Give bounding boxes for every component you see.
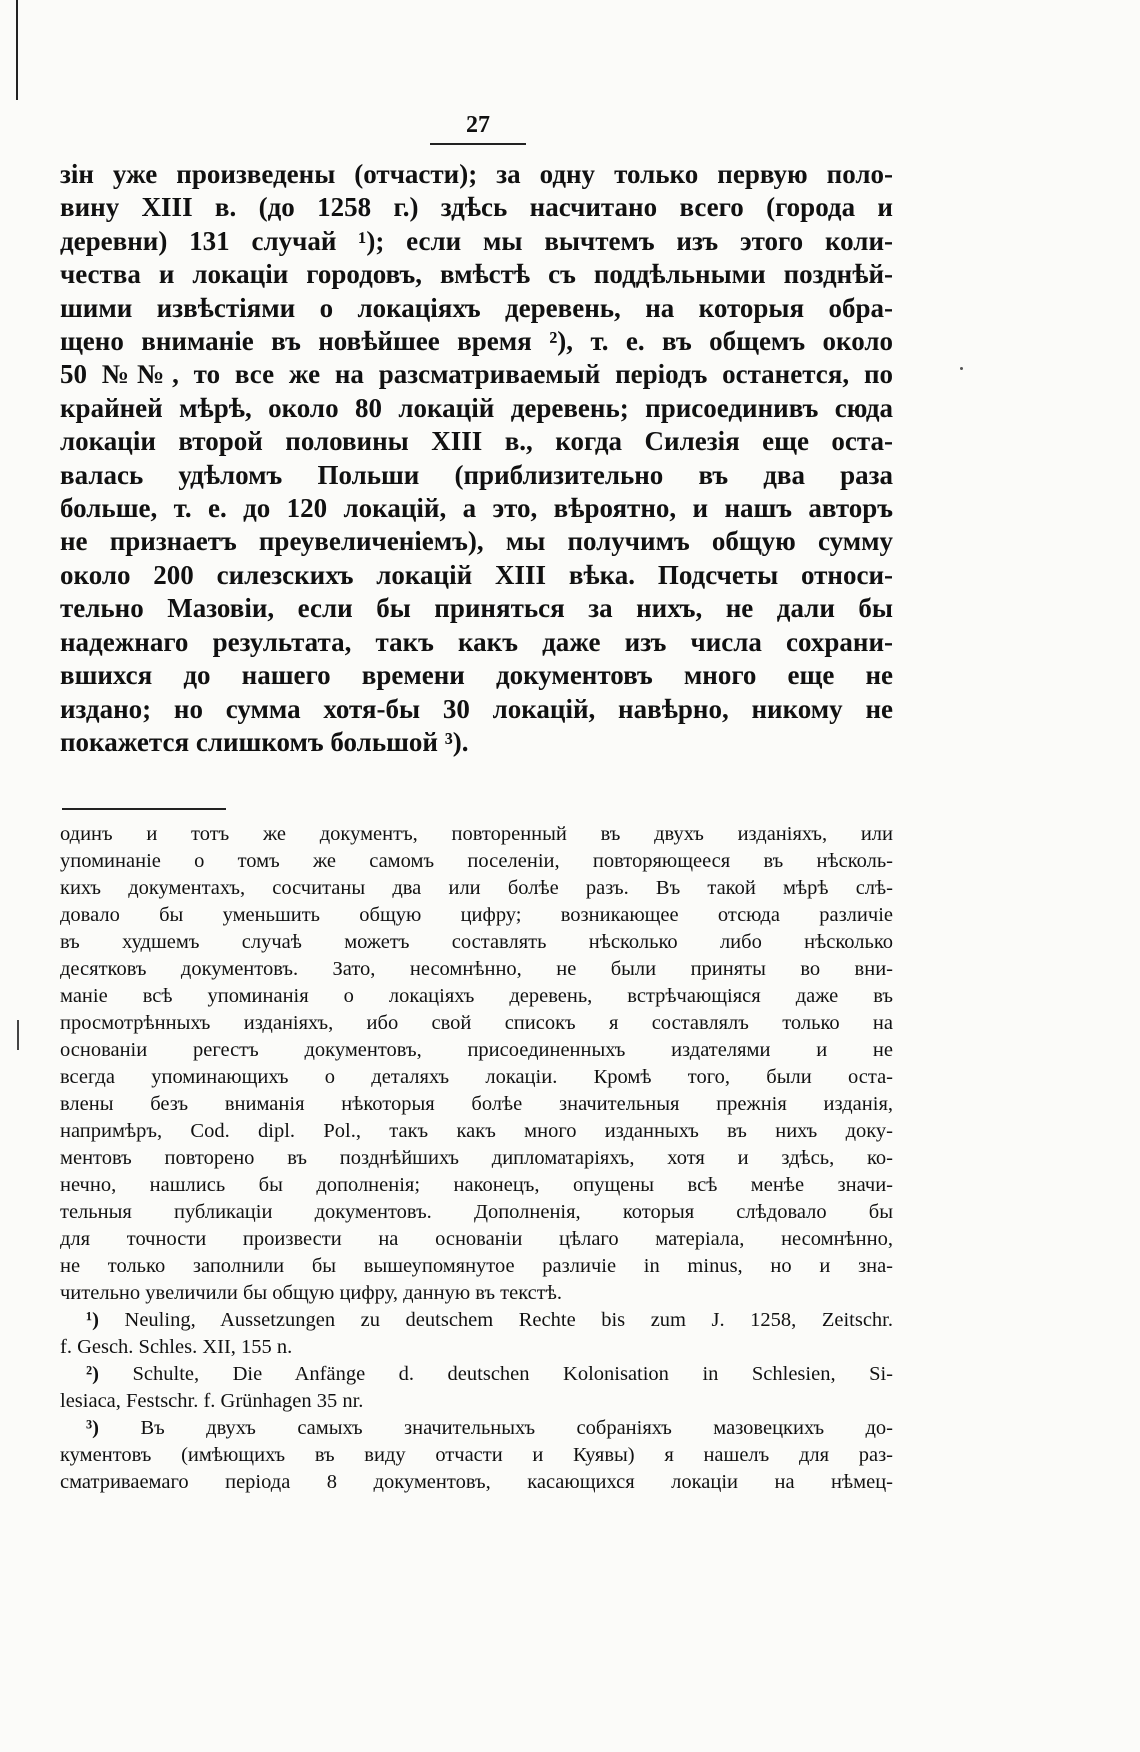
footnotes-area (60, 821, 893, 1496)
footnote-1 (60, 1307, 893, 1361)
footnote-2 (60, 1361, 893, 1415)
note-line (60, 1307, 893, 1334)
text-line: 50 №№, то все же на разсматриваемый періодъ останется, по (60, 359, 893, 390)
note-line: ментовъ повторено въ позднѣйшихъ дипломатаріяхъ, хотя и здѣсь, ко- (60, 1147, 893, 1169)
footnote-separator (62, 808, 226, 810)
text-line: щено вниманіе въ новѣйшее время ²), т. е. въ общемъ около (60, 326, 893, 357)
text-line: шими извѣстіями о локаціяхъ деревень, на которыя обра- (60, 292, 893, 323)
note-line: довало бы уменьшить общую цифру; возникающее отсюда различіе (60, 904, 893, 926)
note-line: lesiaca, Festschr. f. Grünhagen 35 nr. (60, 1390, 364, 1412)
text-line: зін уже произведены (отчасти); за одну только первую поло- (60, 159, 893, 189)
note-line: не только заполнили бы вышеупомянутое различіе in minus, но и зна- (60, 1255, 893, 1277)
text-line: больше, т. е. до 120 локацій, а это, вѣроятно, и нашъ авторъ (60, 493, 893, 524)
note-line (60, 1415, 893, 1442)
footnote-marker: ²) (86, 1363, 99, 1385)
footnote-marker: ¹) (86, 1309, 99, 1331)
page-number: 27 (430, 112, 526, 145)
note-line: маніе всѣ упоминанія о локаціяхъ деревень, встрѣчающіяся даже въ (60, 985, 893, 1007)
note-line: десятковъ документовъ. Зато, несомнѣнно, не были приняты во вни- (60, 958, 893, 980)
note-line: основаніи регестъ документовъ, присоединенныхъ издателями и не (60, 1039, 893, 1061)
margin-speck (960, 367, 963, 370)
text-line: локаціи второй половины XIII в., когда Силезія еще оста- (60, 426, 893, 457)
text-line: деревни) 131 случай ¹); если мы вычтемъ изъ этого коли- (60, 225, 893, 256)
text-line: не признаетъ преувеличеніемъ), мы получимъ общую сумму (60, 526, 893, 557)
footnote-text: Neuling, Aussetzungen zu deutschem Rechte bis zum J. 1258, Zeitschr. (124, 1309, 893, 1331)
note-line: одинъ и тотъ же документъ, повторенный въ двухъ изданіяхъ, или (60, 823, 893, 845)
main-body-text (60, 158, 893, 759)
footnote-text: Въ двухъ самыхъ значительныхъ собраніяхъ мазовецкихъ до- (140, 1417, 893, 1439)
note-line: просмотрѣнныхъ изданіяхъ, ибо свой списокъ я составлялъ только на (60, 1012, 893, 1034)
note-line: чительно увеличили бы общую цифру, данную въ текстѣ. (60, 1282, 562, 1304)
text-line: вшихся до нашего времени документовъ много еще не (60, 660, 893, 691)
binding-mark (17, 1020, 19, 1050)
note-line: въ худшемъ случаѣ можетъ составлять нѣсколько либо нѣсколько (60, 931, 893, 953)
continued-footnote (60, 821, 893, 1307)
note-line: упоминаніе о томъ же самомъ поселеніи, повторяющееся въ нѣсколь- (60, 850, 893, 872)
binding-edge (16, 0, 18, 100)
note-line: нечно, нашлись бы дополненія; наконецъ, опущены всѣ менѣе значи- (60, 1174, 893, 1196)
note-line: для точности произвести на основаніи цѣлаго матеріала, несомнѣнно, (60, 1228, 893, 1250)
note-line: напримѣръ, Cod. dipl. Pol., такъ какъ много изданныхъ въ нихъ доку- (60, 1120, 893, 1142)
text-line: около 200 силезскихъ локацій XIII вѣка. Подсчеты относи- (60, 559, 893, 590)
text-line: тельно Мазовіи, если бы приняться за нихъ, не дали бы (60, 593, 893, 624)
note-line: f. Gesch. Schles. XII, 155 n. (60, 1336, 293, 1358)
note-line: всегда упоминающихъ о деталяхъ локаціи. Кромѣ того, были оста- (60, 1066, 893, 1088)
text-line: чества и локаціи городовъ, вмѣстѣ съ поддѣльными позднѣй- (60, 259, 893, 290)
text-line: вину XIII в. (до 1258 г.) здѣсь насчитано всего (города и (60, 192, 893, 223)
note-line: влены безъ вниманія нѣкоторыя болѣе значительныя прежнія изданія, (60, 1093, 893, 1115)
text-line: надежнаго результата, такъ какъ даже изъ числа сохрани- (60, 626, 893, 657)
note-line: кихъ документахъ, сосчитаны два или болѣе разъ. Въ такой мѣрѣ слѣ- (60, 877, 893, 899)
note-line: тельныя публикаціи документовъ. Дополненія, которыя слѣдовало бы (60, 1201, 893, 1223)
text-line: издано; но сумма хотя-бы 30 локацій, навѣрно, никому не (60, 693, 893, 724)
footnote-3 (60, 1415, 893, 1496)
note-line (60, 1361, 893, 1388)
footnote-text: Schulte, Die Anfänge d. deutschen Kolonisation in Schlesien, Si- (132, 1363, 893, 1385)
text-line: покажется слишкомъ большой ³). (60, 726, 469, 757)
note-line: кументовъ (имѣющихъ въ виду отчасти и Куявы) я нашелъ для раз- (60, 1444, 893, 1466)
note-line: сматриваемаго періода 8 документовъ, касающихся локаціи на нѣмец- (60, 1471, 893, 1493)
footnote-marker: ³) (86, 1417, 99, 1439)
text-line: валась удѣломъ Польши (приблизительно въ два раза (60, 459, 893, 490)
text-line: крайней мѣрѣ, около 80 локацій деревень; присоединивъ сюда (60, 392, 893, 423)
